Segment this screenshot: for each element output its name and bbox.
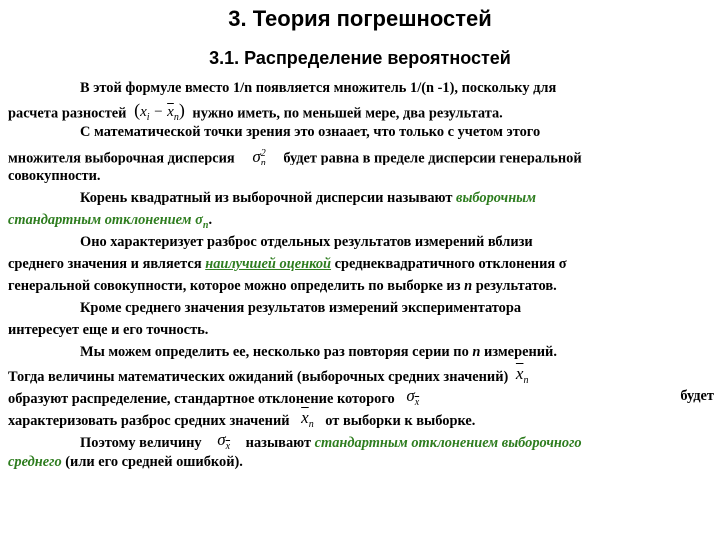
term-sample-std-1: выборочным <box>456 190 537 206</box>
slide-subtitle: 3.1. Распределение вероятностей <box>209 48 511 68</box>
slide-title: 3. Теория погрешностей <box>228 6 492 31</box>
p3-line2: стандартным отклонением $\sigma_n$. <box>8 212 213 231</box>
p1-line2: расчета разностей $(x_i - \overline{x}_n)$ нужно иметь, по меньшей мере, два результата. <box>8 99 714 121</box>
term-std-of-mean-2: среднего <box>8 454 62 470</box>
p5-line2: интересует еще и его точность. <box>8 322 209 338</box>
p5-line1: Кроме среднего значения результатов измерений экспериментатора <box>80 300 522 316</box>
p4-line3: генеральной совокупности, которое можно определить по выборке из n результатов. <box>8 278 557 294</box>
p2-line3: совокупности. <box>8 168 101 184</box>
p1-line1: В этой формуле вместо 1/n появляется множитель 1/(n -1), поскольку для <box>80 80 557 96</box>
p6-line3: образуют распределение, стандартное отклонение которого $\sigma_{\overline{x}}$ будет <box>8 385 714 407</box>
formula-1-over-n: 1/n <box>232 80 253 96</box>
formula-1-over-n-minus-1: 1/(n -1) <box>410 80 455 96</box>
p2-line2: множителя выборочная дисперсия $\sigma^2_n$ будет равна в пределе дисперсии генеральной <box>8 143 714 165</box>
p7-line1: Поэтому величину $\sigma_{\overline{x}}$ называют стандартным отклонением выборочного <box>8 429 714 451</box>
p4-line2: среднего значения и является наилучшей оценкой среднеквадратичного отклонения σ <box>8 256 567 272</box>
formula-xbar-n-2: $\overline{x}_n$ <box>301 408 314 429</box>
formula-difference: $(x_i - \overline{x}_n)$ <box>134 100 185 121</box>
p2-line1: С математической точки зрения это ознаает, что только с учетом этого <box>80 124 541 140</box>
p6-line2: Тогда величины математических ожиданий (выборочных средних значений) $\overline{x}_n$ <box>8 363 714 385</box>
term-sample-std-2: стандартным отклонением σ <box>8 212 203 228</box>
term-std-of-mean-1: стандартным отклонением выборочного <box>314 434 582 451</box>
p6-line1: Мы можем определить ее, несколько раз повторяя серии по n измерений. <box>80 344 557 360</box>
formula-sigma-xbar-1: $\sigma_{\overline{x}}$ <box>406 386 420 407</box>
slide-body <box>8 77 714 473</box>
formula-sigma-n-squared: $\sigma^2_n$ <box>252 147 266 165</box>
p6-line4: характеризовать разброс средних значений $\overline{x}_n$ от выборки к выборке. <box>8 407 714 429</box>
p4-line1: Оно характеризует разброс отдельных результатов измерений вблизи <box>80 234 533 250</box>
p3-line1: Корень квадратный из выборочной дисперсии называют выборочным <box>80 190 537 206</box>
term-best-estimate: наилучшей оценкой <box>205 256 332 272</box>
formula-sigma-xbar-2: $\sigma_{\overline{x}}$ <box>217 430 231 451</box>
p7-line2: среднего (или его средней ошибкой). <box>8 454 243 470</box>
formula-xbar-n-1: $\overline{x}_n$ <box>515 364 529 385</box>
